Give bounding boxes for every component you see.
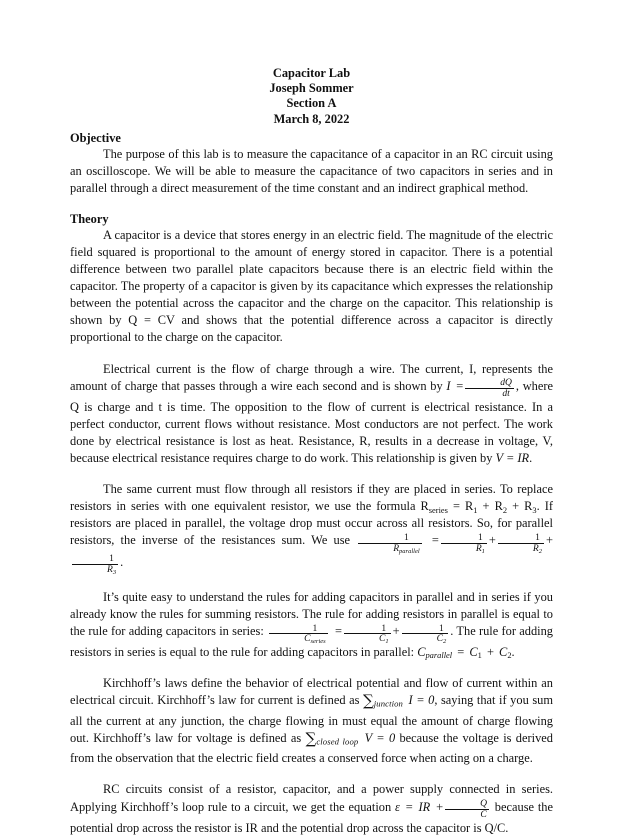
math-equals: =	[431, 533, 439, 548]
math-plus: +	[488, 533, 496, 548]
math-variable-C1: C	[469, 645, 478, 660]
math-plus: +	[546, 533, 553, 548]
document-date: March 8, 2022	[273, 111, 350, 126]
section-label: Section A	[286, 96, 337, 111]
math-equals: =	[405, 799, 413, 814]
text-run: + R	[477, 499, 503, 514]
fraction-numerator: dQ	[500, 377, 512, 389]
text-run: = R	[447, 499, 474, 514]
subscript-1: 1	[385, 638, 389, 646]
text-run: , saying that if you sum all the current at any junction, the charge flowing in must equal the amount of charge flowing out. Kirchhoff’s law for voltage is defined as	[70, 693, 553, 745]
text-run: , where Q is charge and t is time. The opposition to the flow of current is electrical resistance. In a perfect conductor, current flows without resistance. Most conductors are not perfect. The work done by electrical resistance is lost as heat. Resistance, R, results in a decrease in voltage, V, because electrical resistance requires charge to do work. This relationship is given by	[70, 378, 553, 466]
math-equation-V-zero: V = 0	[364, 730, 396, 745]
text-run: .	[529, 451, 533, 466]
math-variable-R: R	[393, 542, 400, 554]
math-fraction-1-over-C2	[402, 624, 449, 645]
text-run: + R	[507, 499, 533, 514]
math-equals: =	[334, 623, 342, 638]
math-fraction-Q-over-C	[445, 799, 489, 820]
text-run: .	[511, 645, 515, 660]
paragraph-theory-capacitor: A capacitor is a device that stores energy in an electric field. The magnitude of the electric field squared is proportional to the amount of energy stored in capacitor. There is a potential difference between two parallel plate capacitors because there is an electric field within the capacitor. The property of a capacitor is given by its capacitance which expresses the relationship between the potential across the capacitor and the charge on the capacitor. This relationship is shown by Q = CV and shows that the potential difference across a capacitor is directly proportional to the charge on the capacitor.	[70, 227, 553, 345]
subscript-3: 3	[532, 504, 537, 515]
math-variable-C: C	[436, 633, 444, 645]
subscript-2: 2	[443, 638, 447, 646]
math-plus: +	[436, 799, 444, 814]
subscript-parallel: parallel	[425, 650, 453, 661]
math-equals: =	[457, 645, 465, 660]
subscript-1: 1	[477, 650, 482, 661]
fraction-denominator	[402, 633, 449, 644]
paragraph-electrical-current	[70, 361, 553, 468]
summation-icon: ∑	[362, 691, 374, 710]
math-variable-R: R	[475, 542, 482, 554]
math-variable-IR: IR	[418, 799, 431, 814]
math-fraction-1-over-C1	[344, 624, 391, 645]
fraction-denominator	[344, 633, 391, 644]
math-variable-C: C	[378, 633, 386, 645]
text-run: because the potential drop across the resistor is IR and the potential drop across the capacitor is Q/C.	[70, 799, 553, 835]
text-run: . The rule for adding resistors in series is equal to the rule for adding capacitors in parallel:	[70, 623, 553, 660]
paragraph-rc-circuits	[70, 781, 553, 836]
math-plus: +	[486, 645, 494, 660]
fraction-numerator: Q	[480, 798, 487, 810]
math-equation-V-IR: V = IR	[495, 451, 530, 466]
text-run: .	[120, 554, 124, 569]
math-fraction-1-over-R2	[498, 533, 544, 554]
subscript-1: 1	[481, 547, 485, 555]
text-run: Electrical current is the flow of charge through a wire. The current, I, represents the amount of charge that passes through a wire each second and is shown by	[70, 361, 553, 393]
math-equals: =	[456, 378, 464, 393]
math-variable-Cparallel: C	[417, 645, 426, 660]
fraction-numerator: 1	[439, 622, 444, 634]
fraction-denominator	[72, 564, 118, 575]
subscript-2: 2	[502, 504, 508, 515]
fraction-denominator: C	[445, 809, 489, 820]
paragraph-resistors	[70, 481, 553, 575]
subscript-parallel: parallel	[399, 547, 420, 555]
text-run: . If resistors are placed in parallel, the voltage drop must occur across all resistors. So, for parallel resistors, the inverse of the resistances sum. We use	[70, 499, 553, 548]
subscript-series: series	[310, 638, 326, 646]
math-variable-I: I	[446, 378, 451, 393]
math-variable-R: R	[532, 542, 539, 554]
section-heading-theory: Theory	[70, 211, 109, 226]
math-fraction-1-over-Cseries	[269, 624, 328, 645]
math-variable-C: C	[304, 633, 311, 645]
fraction-denominator	[498, 543, 544, 554]
text-run: because the voltage is derived from the observation that the electric field creates a conserved force when acting on a charge.	[70, 730, 553, 766]
math-fraction-1-over-Rparallel	[358, 533, 421, 554]
text-run: Kirchhoff’s laws define the behavior of electrical potential and flow of current within an electrical circuit. Kirchhoff’s law for current is defined as	[70, 676, 553, 708]
math-plus: +	[392, 623, 400, 638]
fraction-denominator	[358, 543, 421, 554]
section-heading-objective: Objective	[70, 130, 121, 145]
summation-subscript-closed-loop: closed loop	[316, 736, 359, 747]
fraction-denominator	[441, 543, 487, 554]
subscript-series: series	[428, 504, 448, 515]
text-run: RC circuits consist of a resistor, capacitor, and a power supply connected in series. Applying Kirchhoff’s loop rule to a circuit, we get the equation	[70, 782, 553, 814]
math-variable-R: R	[107, 563, 113, 575]
author-name: Joseph Sommer	[269, 81, 354, 96]
title-block	[70, 66, 553, 127]
fraction-numerator: 1	[404, 532, 409, 544]
math-fraction-1-over-R3	[72, 554, 118, 575]
fraction-numerator: 1	[477, 532, 483, 544]
subscript-2: 2	[538, 547, 542, 555]
summation-icon: ∑	[305, 729, 317, 748]
subscript-3: 3	[112, 568, 117, 576]
math-equation-I-zero: I = 0	[408, 693, 435, 708]
document-title: Capacitor Lab	[272, 66, 351, 80]
fraction-denominator: dt	[465, 388, 514, 399]
fraction-numerator: 1	[535, 532, 540, 544]
text-run: It’s quite easy to understand the rules for adding capacitors in parallel and in series if you already know the rules for summing resistors. The rule for adding resistors in parallel is equal to the rule for adding capacitors in series:	[70, 589, 553, 638]
fraction-numerator: 1	[109, 553, 114, 565]
paragraph-objective: The purpose of this lab is to measure the capacitance of a capacitor in an RC circuit using an oscilloscope. We will be able to measure the capacitance of two capacitors in series and in parallel through a direct measurement of the time constant and an indirect graphical method.	[70, 147, 553, 196]
math-fraction-dQ-dt	[465, 378, 514, 399]
math-fraction-1-over-R1	[441, 533, 487, 554]
fraction-denominator	[269, 633, 328, 644]
subscript-2: 2	[507, 650, 512, 661]
summation-subscript-junction: junction	[373, 698, 403, 709]
paragraph-capacitor-rules	[70, 589, 553, 661]
subscript-1: 1	[473, 504, 478, 515]
fraction-numerator: 1	[381, 622, 387, 634]
paragraph-kirchhoff	[70, 675, 553, 767]
text-run: The same current must flow through all resistors if they are placed in series. To replace resistors in series with one equivalent resistor, we use the formula R	[70, 482, 553, 514]
math-variable-epsilon: ε	[395, 799, 400, 814]
math-variable-C2: C	[499, 645, 508, 660]
fraction-numerator: 1	[312, 622, 318, 634]
